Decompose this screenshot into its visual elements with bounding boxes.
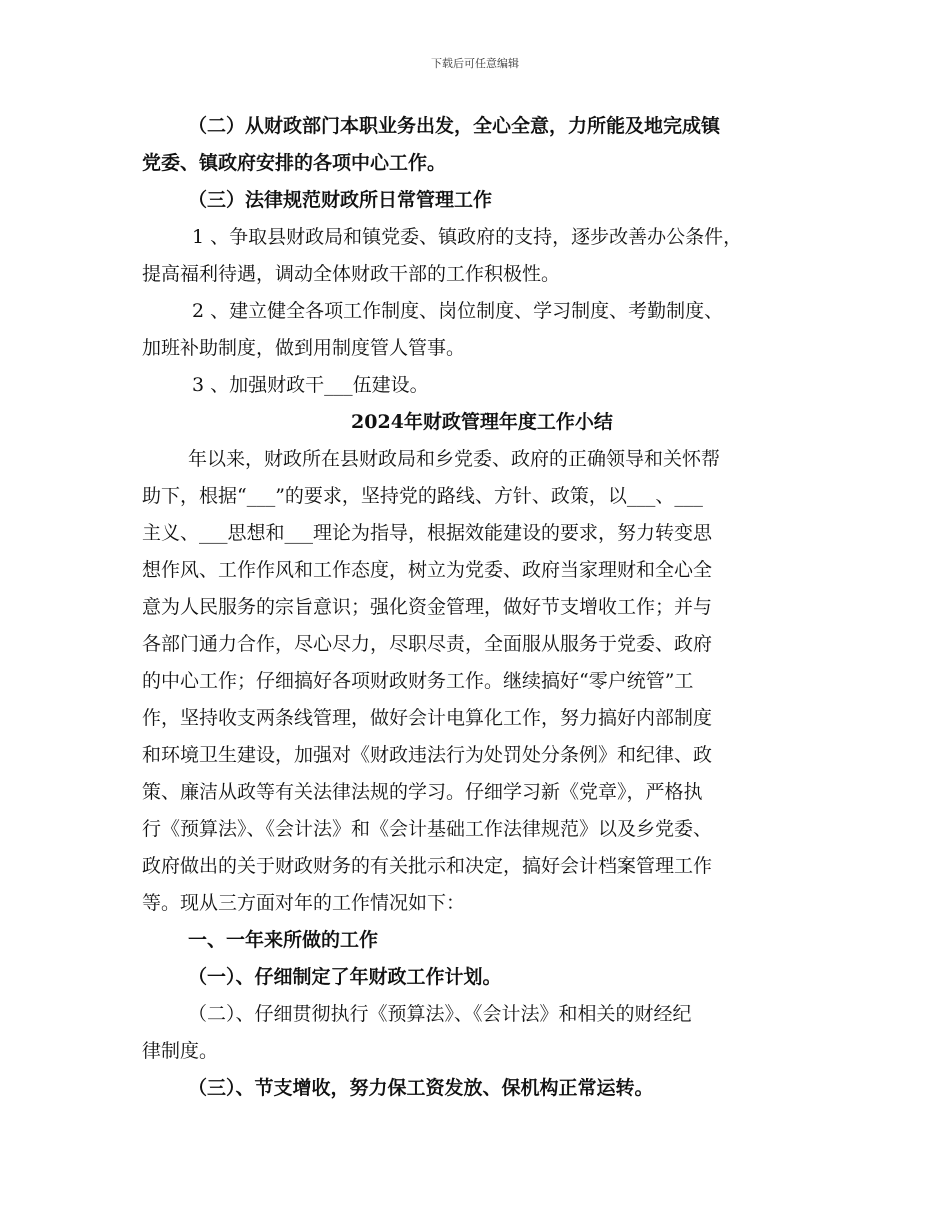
section-heading: （三）法律规范财政所日常管理工作 [188,189,493,211]
list-item-line: 加班补助制度，做到用制度管人管事。 [142,337,466,359]
document-title: 2024年财政管理年度工作小结 [351,411,613,433]
body-line: 行《预算法》、《会计法》和《会计基础工作法律规范》以及乡党委、 [142,818,713,840]
section-heading: 一、一年来所做的工作 [188,929,379,951]
list-item-line: 提高福利待遇，调动全体财政干部的工作积极性。 [142,263,561,285]
document-body [142,108,812,1107]
body-line: 主义、___思想和___理论为指导，根据效能建设的要求，努力转变思 [142,522,713,544]
body-line: 政府做出的关于财政财务的有关批示和决定，搞好会计档案管理工作 [142,855,713,877]
body-line: 助下，根据“___”的要求，坚持党的路线、方针、政策，以___、___ [142,485,703,507]
body-line: 年以来，财政所在县财政局和乡党委、政府的正确领导和关怀帮 [188,448,721,470]
body-line: 的中心工作；仔细搞好各项财政财务工作。继续搞好“零户统管”工 [142,670,694,692]
paragraph-line: （二）从财政部门本职业务出发，全心全意，力所能及地完成镇 [188,115,721,137]
body-line: 作，坚持收支两条线管理，做好会计电算化工作，努力搞好内部制度 [142,707,713,729]
subsection-heading: （三）、节支增收，努力保工资发放、保机构正常运转。 [188,1077,654,1099]
body-line: 等。现从三方面对年的工作情况如下： [142,892,466,914]
list-item-line: 2 、建立健全各项工作制度、岗位制度、学习制度、考勤制度、 [192,300,724,322]
subsection-line: 律制度。 [142,1040,219,1062]
list-item-line: 1 、争取县财政局和镇党委、镇政府的支持，逐步改善办公条件， [192,226,743,248]
body-line: 想作风、工作作风和工作态度，树立为党委、政府当家理财和全心全 [142,559,713,581]
body-line: 意为人民服务的宗旨意识；强化资金管理，做好节支增收工作；并与 [142,596,713,618]
subsection-line: （二）、仔细贯彻执行《预算法》、《会计法》和相关的财经纪 [188,1003,692,1025]
paragraph-line: 党委、镇政府安排的各项中心工作。 [142,152,447,174]
subsection-heading: （一）、仔细制定了年财政工作计划。 [188,966,502,988]
list-item-line: 3 、加强财政干___伍建设。 [192,374,429,396]
body-line: 策、廉洁从政等有关法律法规的学习。仔细学习新《党章》，严格执 [142,781,703,803]
body-line: 各部门通力合作，尽心尽力，尽职尽责，全面服从服务于党委、政府 [142,633,713,655]
body-line: 和环境卫生建设，加强对《财政违法行为处罚处分条例》和纪律、政 [142,744,713,766]
page-header: 下载后可任意编辑 [431,57,519,70]
